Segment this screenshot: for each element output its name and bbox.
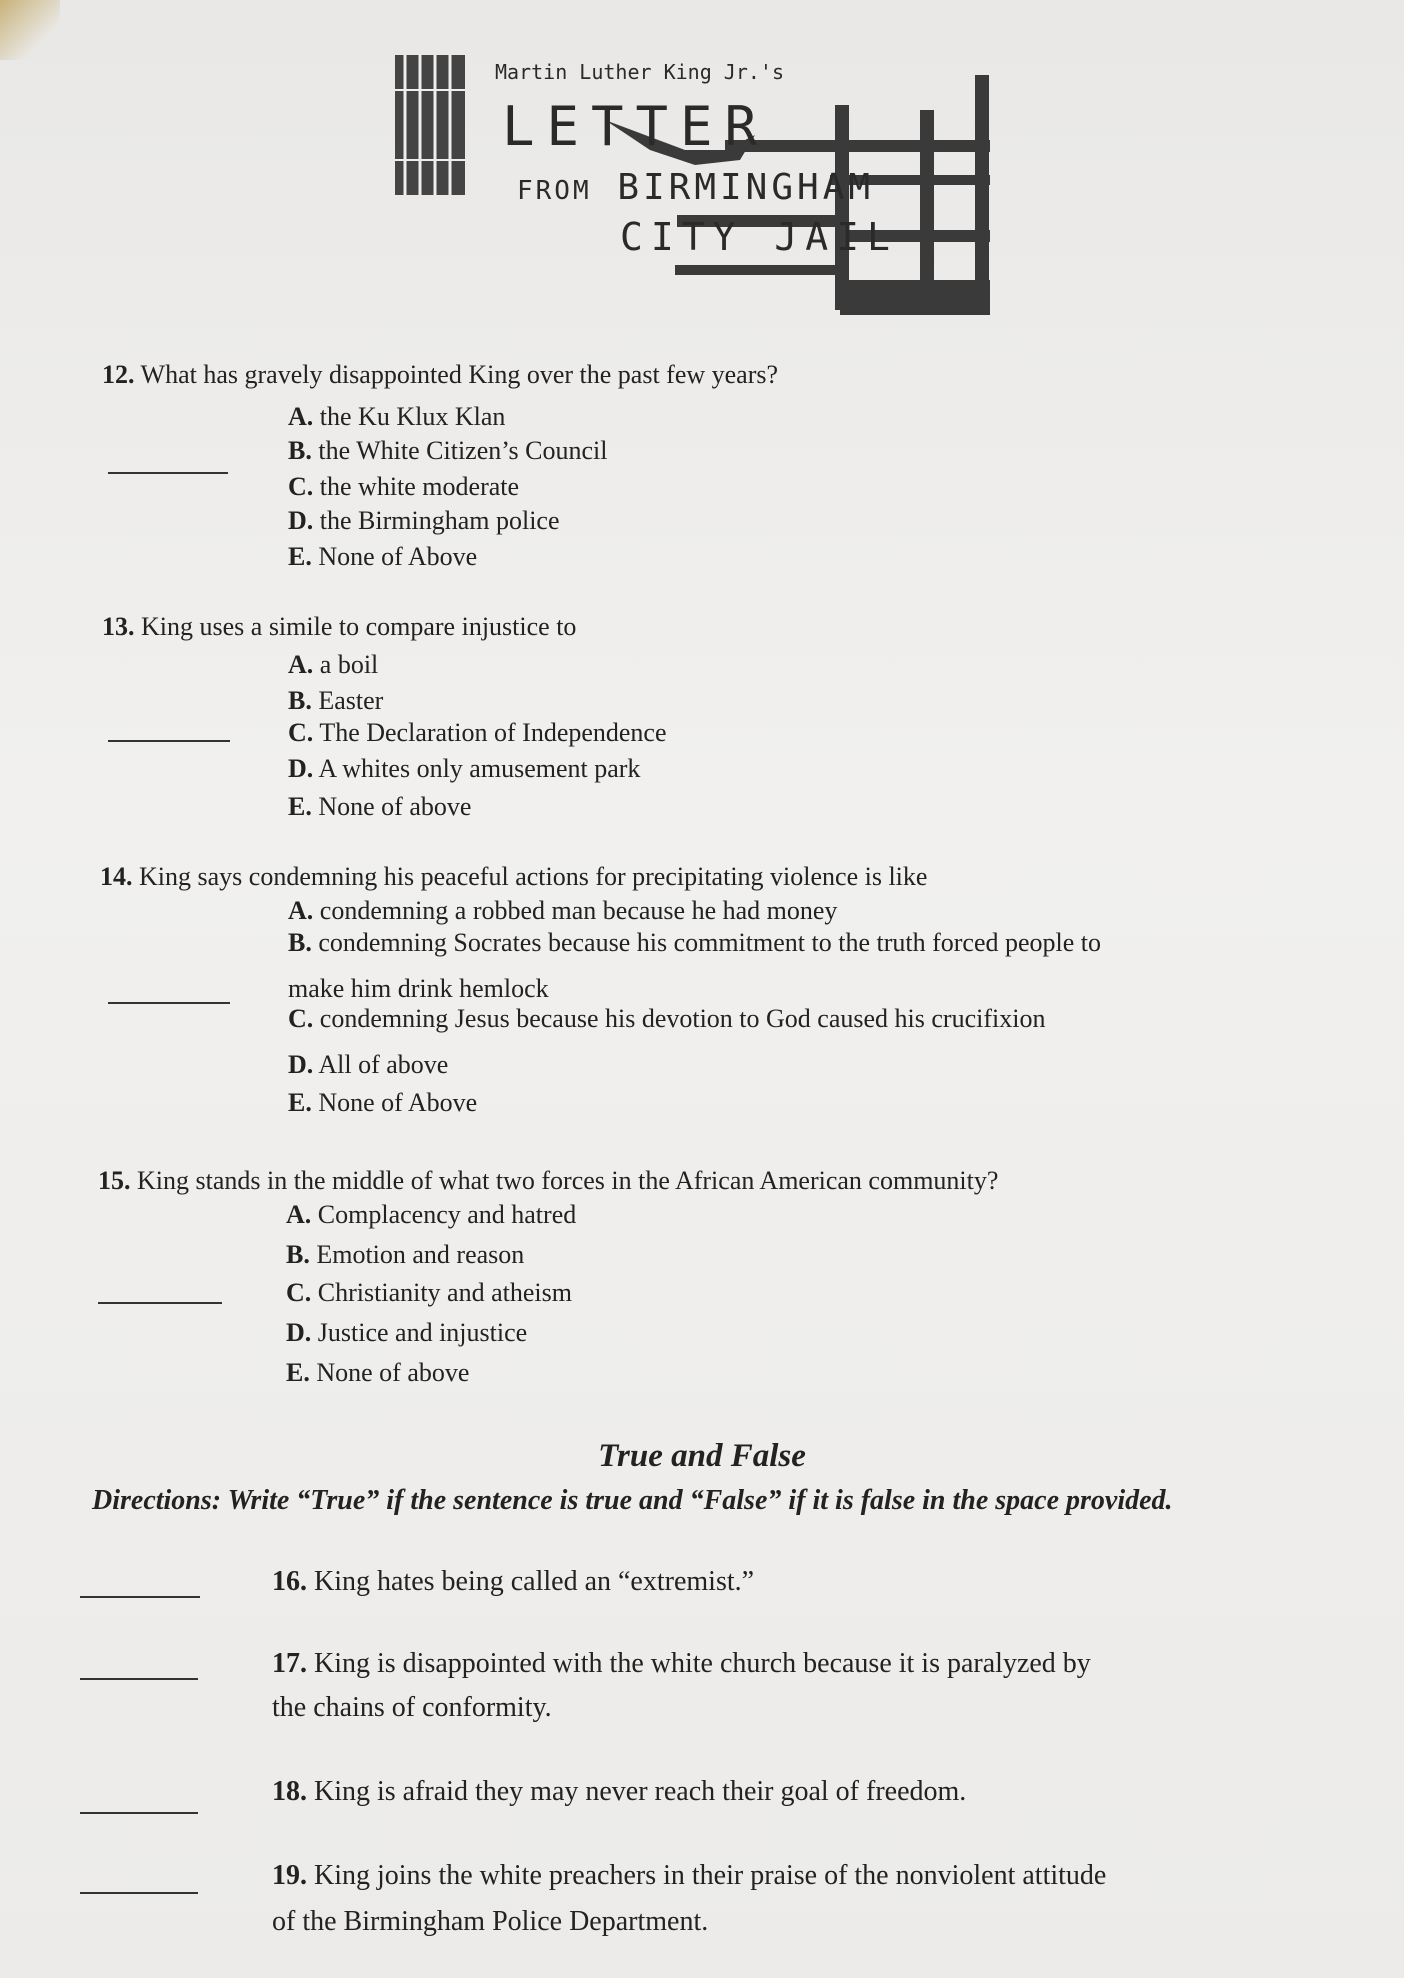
option-letter: A. — [288, 650, 314, 679]
tf-item-17-line2: the chains of conformity. — [272, 1692, 552, 1723]
section-title: True and False — [598, 1438, 806, 1474]
question-text: King uses a simile to compare injustice to — [141, 612, 577, 641]
option-text: All of above — [318, 1050, 449, 1079]
answer-blank-15[interactable] — [98, 1302, 222, 1304]
tf-item-16 — [272, 1566, 754, 1598]
option-text: The Declaration of Independence — [319, 718, 667, 747]
header-city-jail: CITY JAIL — [620, 215, 898, 259]
option-letter: B. — [286, 1240, 310, 1269]
option — [288, 896, 837, 926]
option — [286, 1318, 527, 1348]
question-15-stem — [98, 1166, 998, 1196]
option — [288, 792, 471, 822]
option-text: condemning a robbed man because he had money — [319, 896, 838, 925]
question-number: 12. — [102, 360, 135, 389]
option-text: Christianity and atheism — [317, 1278, 572, 1307]
tf-item-18 — [272, 1776, 966, 1808]
option-text: a boil — [319, 650, 379, 679]
answer-blank-12[interactable] — [108, 472, 228, 474]
option — [288, 472, 519, 502]
header-subtitle: Martin Luther King Jr.'s — [495, 60, 784, 84]
option — [288, 928, 1101, 958]
item-number: 17. — [272, 1648, 307, 1679]
option-letter: E. — [288, 792, 312, 821]
option-letter: D. — [288, 506, 314, 535]
option-text: Easter — [318, 686, 384, 715]
option — [288, 436, 607, 466]
option-letter: B. — [288, 928, 312, 957]
answer-blank-16[interactable] — [80, 1596, 200, 1598]
option — [288, 1088, 477, 1118]
option-letter: A. — [288, 896, 314, 925]
answer-blank-17[interactable] — [80, 1678, 198, 1680]
option — [288, 402, 505, 432]
option-text: Emotion and reason — [316, 1240, 525, 1269]
option-letter: B. — [288, 686, 312, 715]
option-letter: D. — [288, 754, 314, 783]
option-letter: D. — [288, 1050, 314, 1079]
header-from — [517, 167, 874, 208]
page-corner-shadow — [0, 0, 60, 60]
item-number: 18. — [272, 1776, 307, 1807]
option-letter: E. — [288, 542, 312, 571]
option — [286, 1278, 572, 1308]
question-14-stem — [100, 862, 927, 892]
option-text: condemning Jesus because his devotion to God caused his crucifixion — [319, 1004, 1046, 1033]
option — [288, 542, 477, 572]
option-continuation — [288, 974, 549, 1004]
option — [286, 1240, 524, 1270]
question-number: 14. — [100, 862, 133, 891]
option-text: None of Above — [318, 542, 478, 571]
item-number: 16. — [272, 1566, 307, 1597]
option — [288, 718, 667, 748]
option-letter: A. — [286, 1200, 312, 1229]
item-text: King is disappointed with the white church because it is paralyzed by — [314, 1648, 1091, 1679]
item-text: King is afraid they may never reach their goal of freedom. — [314, 1776, 967, 1807]
answer-blank-13[interactable] — [108, 740, 230, 742]
option-text: the white moderate — [319, 472, 520, 501]
answer-blank-19[interactable] — [80, 1892, 198, 1894]
option-letter: C. — [286, 1278, 312, 1307]
option-letter: B. — [288, 436, 312, 465]
option-text: None of Above — [318, 1088, 478, 1117]
tf-item-19 — [272, 1860, 1106, 1892]
tf-item-19-line2: of the Birmingham Police Department. — [272, 1906, 709, 1937]
option-text: Complacency and hatred — [317, 1200, 577, 1229]
option-letter: C. — [288, 472, 314, 501]
item-text: King hates being called an “extremist.” — [314, 1566, 755, 1597]
directions: Directions: Write “True” if the sentence is true and “False” if it is false in the space provided. — [92, 1485, 1173, 1516]
option-letter: D. — [286, 1318, 312, 1347]
option-text: the White Citizen’s Council — [318, 436, 608, 465]
tf-item-17 — [272, 1648, 1091, 1680]
option — [288, 506, 560, 536]
option-text: make him drink hemlock — [288, 974, 549, 1003]
header-letter: LETTER — [502, 95, 770, 158]
option — [288, 650, 378, 680]
header-birmingham: BIRMINGHAM — [617, 167, 875, 208]
question-13-stem — [102, 612, 576, 642]
option-text: Justice and injustice — [317, 1318, 528, 1347]
option-text: None of above — [318, 792, 472, 821]
option — [286, 1200, 576, 1230]
item-number: 19. — [272, 1860, 307, 1891]
item-text: King joins the white preachers in their praise of the nonviolent attitude — [314, 1860, 1107, 1891]
option-text: None of above — [316, 1358, 470, 1387]
option-text: A whites only amusement park — [318, 754, 641, 783]
question-text: What has gravely disappointed King over the past few years? — [140, 360, 779, 389]
question-text: King says condemning his peaceful actions for precipitating violence is like — [139, 862, 928, 891]
option-letter: E. — [288, 1088, 312, 1117]
option — [288, 754, 640, 784]
option-text: the Ku Klux Klan — [319, 402, 506, 431]
question-12-stem — [102, 360, 778, 390]
question-number: 15. — [98, 1166, 131, 1195]
option-letter: C. — [288, 718, 314, 747]
option — [288, 1050, 448, 1080]
header-from-word: FROM — [517, 176, 592, 206]
question-text: King stands in the middle of what two forces in the African American community? — [137, 1166, 999, 1195]
option — [288, 1004, 1045, 1034]
option-letter: A. — [288, 402, 314, 431]
option-text: condemning Socrates because his commitment to the truth forced people to — [318, 928, 1102, 957]
option-letter: E. — [286, 1358, 310, 1387]
option-letter: C. — [288, 1004, 314, 1033]
option-text: the Birmingham police — [319, 506, 560, 535]
option — [286, 1358, 469, 1388]
question-number: 13. — [102, 612, 135, 641]
answer-blank-18[interactable] — [80, 1812, 198, 1814]
option — [288, 686, 383, 716]
title-graphic — [395, 50, 1005, 325]
answer-blank-14[interactable] — [108, 1002, 230, 1004]
